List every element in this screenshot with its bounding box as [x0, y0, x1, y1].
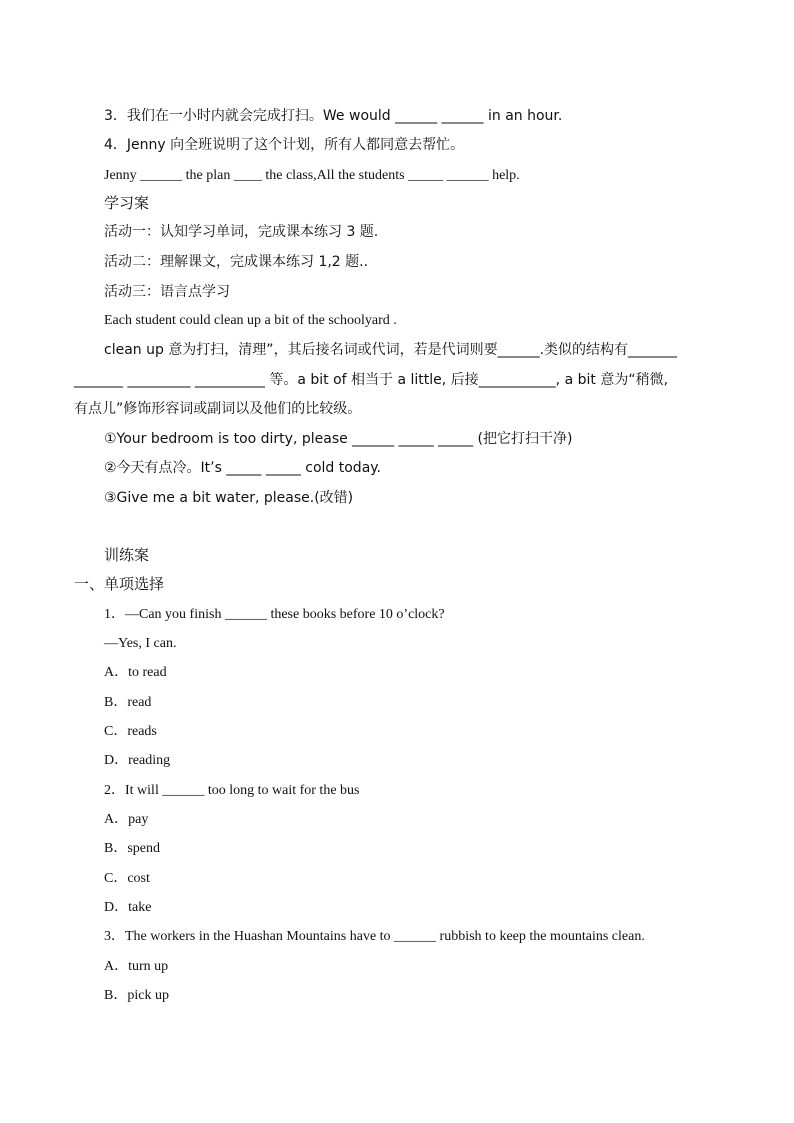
- question-1-answer: —Yes, I can.: [104, 636, 177, 651]
- q2-option-a: A．pay: [104, 812, 149, 827]
- exercise-circle-1: ①Your bedroom is too dirty, please ______ _____ _____ (把它打扫干净): [104, 431, 573, 447]
- question-2: 2．It will ______ too long to wait for the bus: [104, 783, 360, 798]
- q1-option-a: A．to read: [104, 665, 167, 680]
- question-3: 3．The workers in the Huashan Mountains have to ______ rubbish to keep the mountains clean.: [104, 929, 645, 944]
- section-title-study: 学习案: [104, 194, 150, 212]
- q2-option-b: B．spend: [104, 841, 160, 856]
- grammar-note-line-1: clean up 意为打扫，清理”，其后接名词或代词，若是代词则要______.类似的结构有_______: [104, 342, 678, 358]
- q2-option-c: C．cost: [104, 871, 150, 886]
- example-sentence: Each student could clean up a bit of the schoolyard .: [104, 313, 397, 328]
- exercise-circle-2: ②今天有点冷。It’s _____ _____ cold today.: [104, 460, 382, 476]
- activity-two: 活动二：理解课文，完成课本练习 1,2 题..: [104, 254, 369, 270]
- q1-option-c: C．reads: [104, 724, 157, 739]
- exercise-circle-3: ③Give me a bit water, please.(改错): [104, 490, 354, 506]
- question-1: 1．—Can you finish ______ these books before 10 o’clock?: [104, 607, 445, 622]
- sentence-3-translation: 3．我们在一小时内就会完成打扫。We would ______ ______ in an hour.: [104, 108, 563, 124]
- sentence-4-english: Jenny ______ the plan ____ the class,All the students _____ ______ help.: [104, 168, 520, 183]
- q1-option-d: D．reading: [104, 753, 171, 768]
- q2-option-d: D．take: [104, 900, 152, 915]
- section-title-single-choice: 一、单项选择: [74, 575, 165, 593]
- section-title-training: 训练案: [104, 546, 150, 564]
- grammar-note-line-2: _______ _________ __________ 等。a bit of 相当于 a little, 后接___________, a bit 意为“稍微,: [74, 372, 669, 388]
- activity-three: 活动三：语言点学习: [104, 284, 230, 300]
- q3-option-b: B．pick up: [104, 988, 169, 1003]
- sentence-4-chinese: 4．Jenny 向全班说明了这个计划，所有人都同意去帮忙。: [104, 137, 465, 153]
- activity-one: 活动一：认知学习单词，完成课本练习 3 题.: [104, 224, 379, 240]
- q3-option-a: A．turn up: [104, 959, 169, 974]
- grammar-note-line-3: 有点儿”修饰形容词或副词以及他们的比较级。: [74, 401, 362, 417]
- q1-option-b: B．read: [104, 695, 152, 710]
